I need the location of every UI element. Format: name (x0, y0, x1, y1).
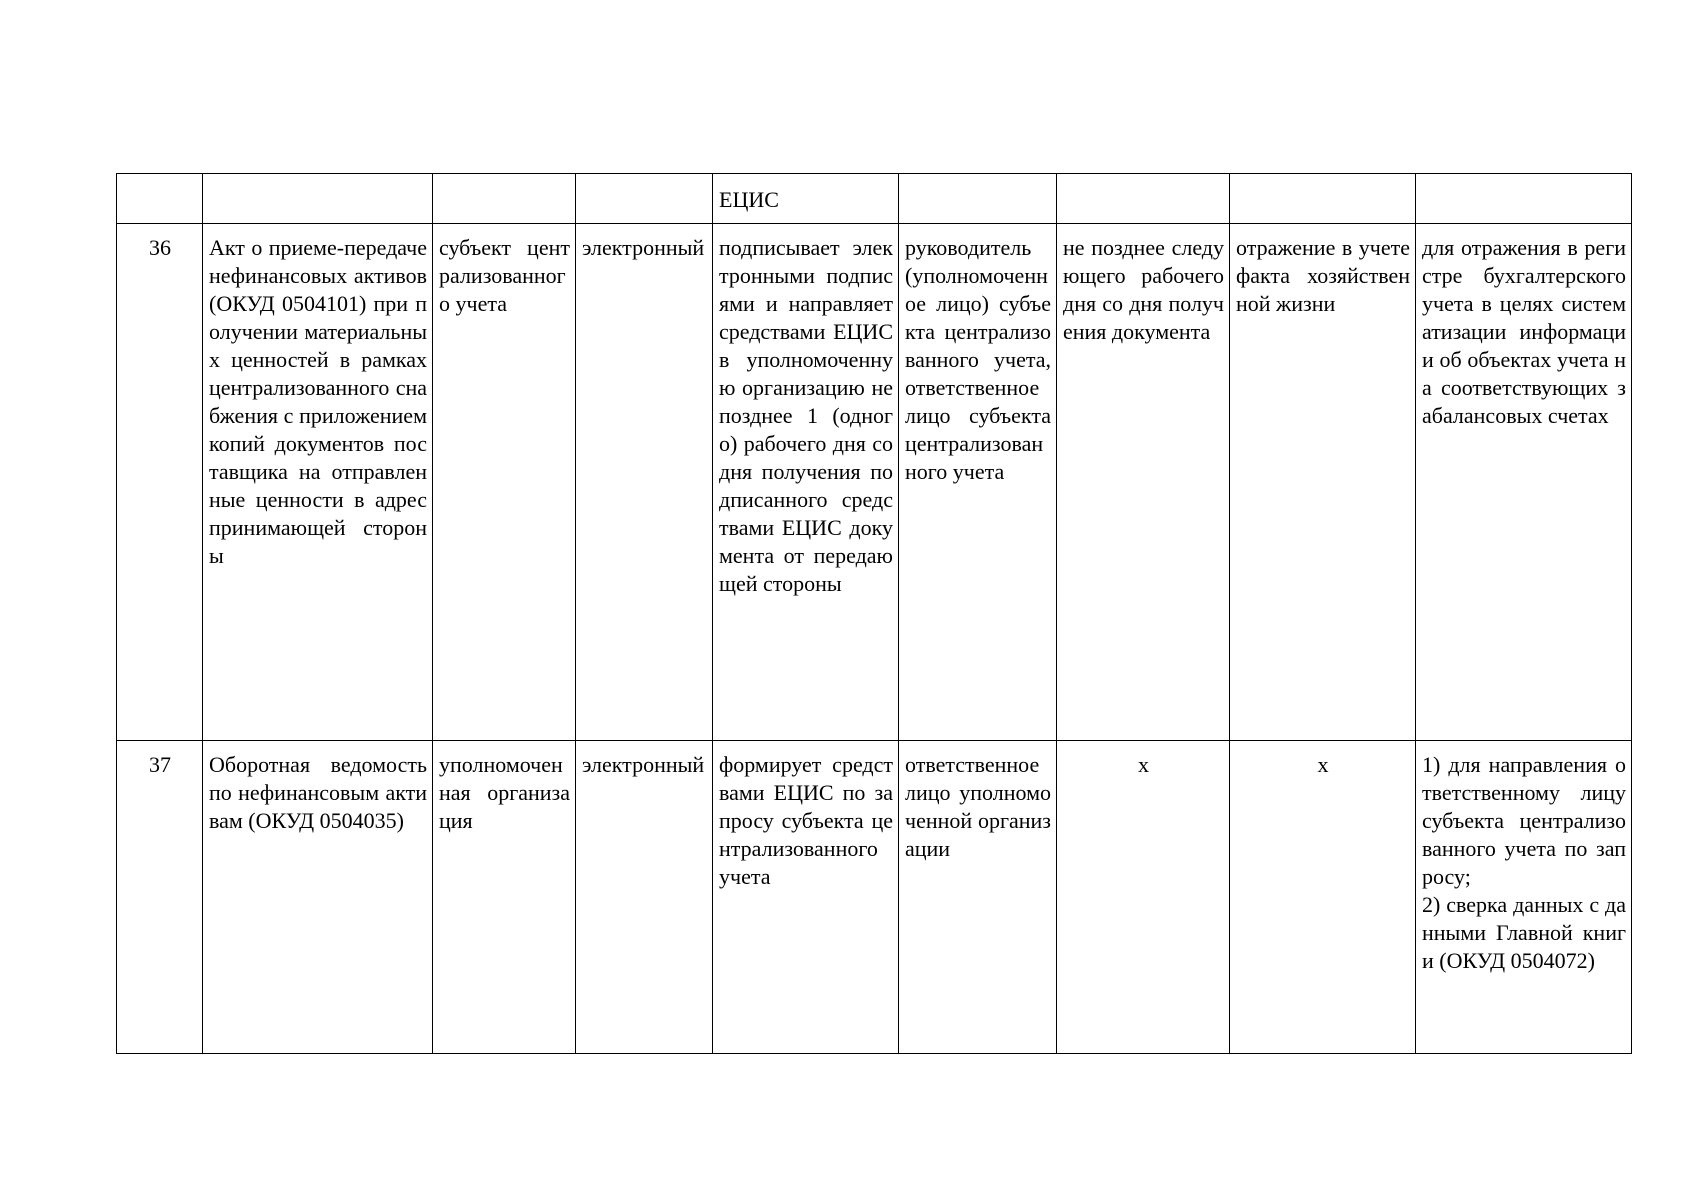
document-name: Оборотная ведомость по нефинансовым активам (ОКУД 0504035) (203, 741, 433, 1054)
deadline-cell: не позднее следующего рабочего дня со дня получения документа (1057, 224, 1230, 741)
row-number: 36 (117, 224, 203, 741)
deadline-cell: x (1057, 741, 1230, 1054)
cell (1230, 174, 1416, 224)
responsible-cell: ответственное лицо уполномоченной организации (899, 741, 1057, 1054)
action-cell: формирует средствами ЕЦИС по запросу субъекта централизованного учета (713, 741, 899, 1054)
creator-cell: субъект централизованного учета (433, 224, 576, 741)
document-name: Акт о приеме-передаче нефинансовых активов (ОКУД 0504101) при получении материальных ценностей в рамках централизованного снабжения с приложением копий документов поставщика на отправленные ценности в адрес принимающей стороны (203, 224, 433, 741)
purpose-register-cell (1416, 741, 1632, 1054)
cell (576, 174, 713, 224)
table-row (117, 741, 1632, 1054)
creator-cell: уполномоченная организация (433, 741, 576, 1054)
cell (1057, 174, 1230, 224)
cell (899, 174, 1057, 224)
action-cell: подписывает электронными подписями и направляет средствами ЕЦИС в уполномоченную организацию не позднее 1 (одного) рабочего дня со дня получения подписанного средствами ЕЦИС документа от передающей стороны (713, 224, 899, 741)
cell: ЕЦИС (713, 174, 899, 224)
cell (433, 174, 576, 224)
format-cell: электронный (576, 224, 713, 741)
cell (203, 174, 433, 224)
format-cell: электронный (576, 741, 713, 1054)
row-number: 37 (117, 741, 203, 1054)
cell (117, 174, 203, 224)
cell (1416, 174, 1632, 224)
purpose-item: 1) для направления ответственному лицу субъекта централизованного учета по запросу; (1422, 752, 1626, 889)
purpose-accounting-cell: отражение в учете факта хозяйственной жизни (1230, 224, 1416, 741)
purpose-accounting-cell: x (1230, 741, 1416, 1054)
purpose-register-cell: для отражения в регистре бухгалтерского учета в целях систематизации информации об объектах учета на соответствующих забалансовых счетах (1416, 224, 1632, 741)
purpose-item: 2) сверка данных с данными Главной книги (ОКУД 0504072) (1422, 892, 1626, 973)
responsible-cell: руководитель (уполномоченное лицо) субъекта централизованного учета, ответственное лицо субъекта централизованного учета (899, 224, 1057, 741)
document-table (116, 173, 1632, 1054)
continuation-row (117, 174, 1632, 224)
table-row (117, 224, 1632, 741)
